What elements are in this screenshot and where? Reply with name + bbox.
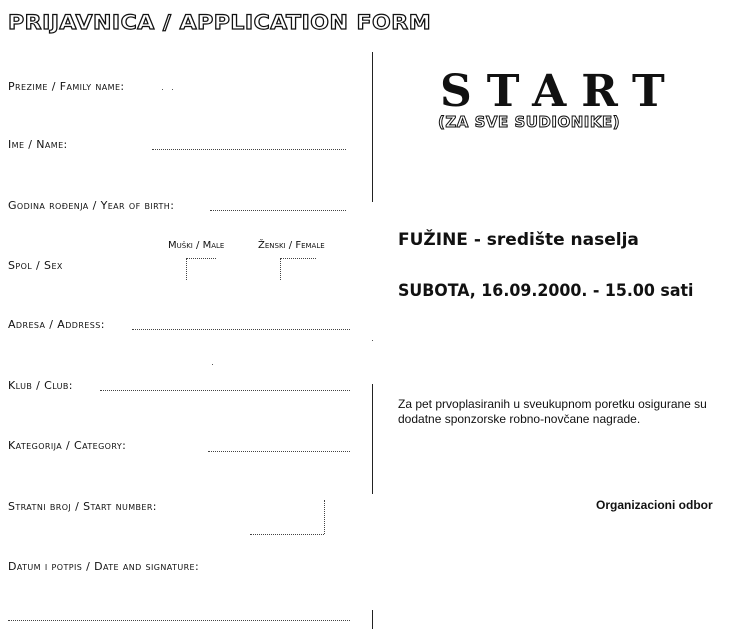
start-number-field[interactable]	[250, 534, 324, 535]
sex-label: Spol / Sex	[8, 259, 63, 272]
address-label: Adresa / Address:	[8, 318, 105, 331]
organizing-committee: Organizacioni odbor	[596, 498, 713, 512]
fold-line	[372, 610, 373, 629]
fold-line	[372, 52, 373, 202]
female-checkbox-side[interactable]	[280, 258, 281, 280]
fold-line	[372, 384, 373, 494]
category-label: Kategorija / Category:	[8, 439, 127, 452]
club-label: Klub / Club:	[8, 379, 73, 392]
event-datetime: SUBOTA, 16.09.2000. - 15.00 sati	[398, 281, 694, 301]
surname-dot	[162, 89, 163, 90]
sex-male-label: Muški / Male	[168, 240, 225, 251]
event-location: FUŽINE - središte naselja	[398, 230, 639, 250]
form-title: PRIJAVNICA / APPLICATION FORM	[8, 12, 432, 35]
name-field[interactable]	[152, 149, 346, 150]
date-signature-field[interactable]	[8, 620, 350, 621]
prize-note: Za pet prvoplasiranih u sveukupnom poretku osigurane su dodatne sponzorske robno-novčane nagrade.	[398, 397, 707, 426]
fold-mark	[372, 340, 373, 341]
male-checkbox-side[interactable]	[186, 258, 187, 280]
name-label: Ime / Name:	[8, 138, 68, 151]
start-title: START	[440, 66, 680, 117]
address-dot	[212, 364, 213, 365]
surname-dot	[172, 89, 173, 90]
sex-female-label: Ženski / Female	[258, 240, 325, 251]
start-subtitle: (ZA SVE SUDIONIKE)	[438, 113, 621, 131]
surname-label: Prezime / Family name:	[8, 80, 125, 93]
start-number-label: Stratni broj / Start number:	[8, 500, 157, 513]
birth-field[interactable]	[210, 210, 346, 211]
category-field[interactable]	[208, 451, 350, 452]
start-number-box-side[interactable]	[324, 500, 325, 534]
address-field[interactable]	[132, 329, 350, 330]
club-field[interactable]	[100, 390, 350, 391]
birth-label: Godina rođenja / Year of birth:	[8, 199, 175, 212]
date-signature-label: Datum i potpis / Date and signature:	[8, 560, 200, 573]
female-checkbox-top[interactable]	[280, 258, 316, 259]
male-checkbox-top[interactable]	[186, 258, 216, 259]
